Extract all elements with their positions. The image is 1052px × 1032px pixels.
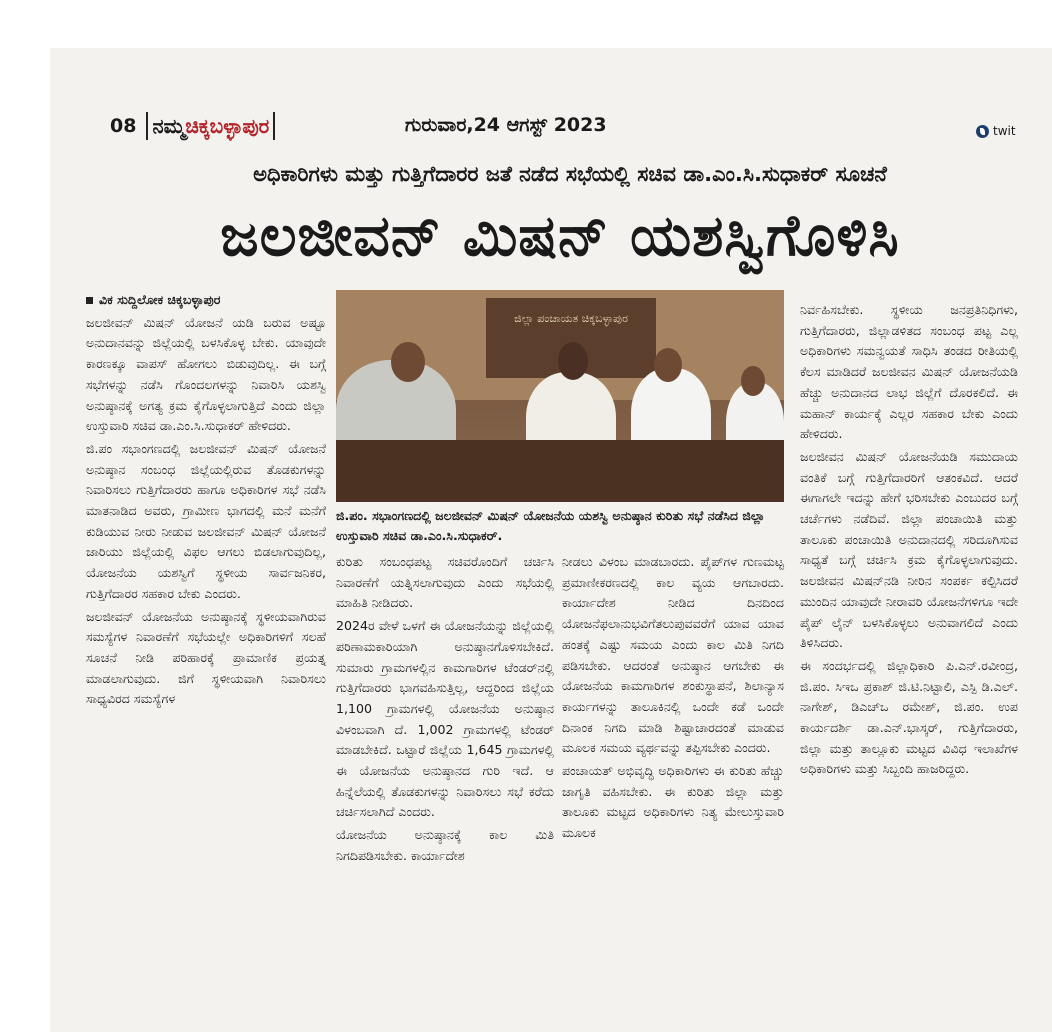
byline: ವಿಕ ಸುದ್ದಿಲೋಕ ಚಿಕ್ಕಬಳ್ಳಾಪುರ — [99, 292, 221, 307]
social-label: twit — [993, 124, 1016, 138]
paragraph: ಜಿ.ಪಂ ಸಭಾಂಗಣದಲ್ಲಿ ಜಲಜೀವನ್ ಮಿಷನ್ ಯೋಜನೆ ಅನುಷ್ಠಾನ ಸಂಬಂಧ ಜಿಲ್ಲೆಯಲ್ಲಿರುವ ತೊಡಕುಗಳನ್ನು ನಿವಾರಿಸಲು ಗುತ್ತಿಗೆದಾರರು ಹಾಗೂ ಅಧಿಕಾರಿಗಳ ಸಭೆ ನಡೆಸಿ ಮಾತನಾಡಿದ ಅವರು, ಗ್ರಾಮೀಣ ಭಾಗದಲ್ಲಿ ಮನೆ ಮನೆಗೆ ಕುಡಿಯುವ ನೀರು ನೀಡುವ ಜಲಜೀವನ್ ಮಿಷನ್ ಯೋಜನೆ ಜಾರಿಯು ಜಿಲ್ಲೆಯಲ್ಲಿ ವಿಫಲ ಆಗಲು ಬಿಡಲಾಗುವುದಿಲ್ಲ, ಯೋಜನೆಯ ಯಶಸ್ವಿಗೆ ಸ್ಥಳೀಯ ಸಾರ್ವಜನಿಕರ, ಗುತ್ತಿಗೆದಾರರ ಸಹಕಾರ ಬೇಕು ಎಂದರು. — [86, 440, 326, 601]
brand-logo — [146, 112, 275, 140]
masthead — [110, 108, 275, 144]
page-number: 08 — [110, 115, 137, 137]
column-2 — [336, 552, 554, 869]
byline-row — [86, 290, 326, 311]
paragraph: ಜಲಜೀವನ್ ಮಿಷನ್ ಯೋಜನೆ ಯಡಿ ಬರುವ ಅಷ್ಟೂ ಅನುದಾನವನ್ನು ಜಿಲ್ಲೆಯಲ್ಲಿ ಬಳಸಿಕೊಳ್ಳ ಬೇಕು. ಯಾವುದೇ ಕಾರಣಕ್ಕೂ ವಾಪಸ್ ಹೋಗಲು ಬಿಡುವುದಿಲ್ಲ. ಈ ಬಗ್ಗೆ ಸಭೆಗಳನ್ನು ನಡೆಸಿ ಗೊಂದಲಗಳನ್ನು ನಿವಾರಿಸಿ ಯಶಸ್ವಿ ಅನುಷ್ಠಾನಕ್ಕೆ ಅಗತ್ಯ ಕ್ರಮ ಕೈಗೊಳ್ಳಲಾಗುತ್ತಿದೆ ಎಂದು ಜಿಲ್ಲಾ ಉಸ್ತುವಾರಿ ಸಚಿವ ಡಾ.ಎಂ.ಸಿ.ಸುಧಾಕರ್ ಹೇಳಿದರು. — [86, 314, 326, 434]
paragraph: ಯೋಜನೆಯ ಅನುಷ್ಠಾನಕ್ಕೆ ಕಾಲ ಮಿತಿ ನಿಗದಿಪಡಿಸಬೇಕು. ಕಾರ್ಯಾದೇಶ — [336, 827, 554, 863]
paragraph: ಈ ಸಂದರ್ಭದಲ್ಲಿ ಜಿಲ್ಲಾಧಿಕಾರಿ ಪಿ.ಎನ್.ರವೀಂದ್ರ, ಜಿ.ಪಂ. ಸಿಇಒ ಪ್ರಕಾಶ್ ಜಿ.ಟಿ.ನಿಟ್ಟಾಲಿ, ಎಸ್ಪಿ ಡಿ.ಎಲ್. ನಾಗೇಶ್, ಡಿಎಚ್‌ಒ ರಮೇಶ್, ಜಿ.ಪಂ. ಉಪ ಕಾರ್ಯದರ್ಶಿ ಡಾ.ಎನ್.ಭಾಸ್ಕರ್, ಗುತ್ತಿಗೆದಾರರು, ಜಿಲ್ಲಾ ಮತ್ತು ತಾಲ್ಲೂಕು ಮಟ್ಟದ ವಿವಿಧ ಇಲಾಖೆಗಳ ಅಧಿಕಾರಿಗಳು ಮತ್ತು ಸಿಬ್ಬಂದಿ ಹಾಜರಿದ್ದರು. — [800, 657, 1018, 777]
kicker: ಅಧಿಕಾರಿಗಳು ಮತ್ತು ಗುತ್ತಿಗೆದಾರರ ಜತೆ ನಡೆದ ಸಭೆಯಲ್ಲಿ ಸಚಿವ ಡಾ.ಎಂ.ಸಿ.ಸುಧಾಕರ್ ಸೂಚನೆ — [253, 162, 887, 186]
paragraph: ಕುರಿತು ಸಂಬಂಧಪಟ್ಟ ಸಚಿವರೊಂದಿಗೆ ಚರ್ಚಿಸಿ ನಿವಾರಣೆಗೆ ಯತ್ನಿಸಲಾಗುವುದು ಎಂದು ಸಭೆಯಲ್ಲಿ ಮಾಹಿತಿ ನೀಡಿದರು. — [336, 554, 554, 611]
paragraph: ನೀಡಲು ವಿಳಂಬ ಮಾಡಬಾರದು. ಪೈಪ್‌ಗಳ ಗುಣಮಟ್ಟ ಪ್ರಮಾಣೀಕರಣದಲ್ಲಿ ಕಾಲ ವ್ಯಯ ಆಗಬಾರದು. ಕಾರ್ಯಾದೇಶ ನೀಡಿದ ದಿನದಿಂದ ಯೋಜನೆಫಲಾನುಭವಿಗೆತಲುಪುವವರೆಗೆ ಯಾವ ಯಾವ ಹಂತಕ್ಕೆ ಎಷ್ಟು ಸಮಯ ಎಂದು ಕಾಲ ಮಿತಿ ನಿಗದಿ ಪಡಿಸಬೇಕು. ಆದರಂತೆ ಅನುಷ್ಠಾನ ಆಗಬೇಕು ಈ ಯೋಜನೆಯ ಕಾಮಗಾರಿಗಳ ಶಂಕುಸ್ಥಾಪನೆ, ಶಿಲಾನ್ಯಾಸ ಕಾರ್ಯಗಳನ್ನು ತಾಲೂಕಿನಲ್ಲಿ ಒಂದೇ ಕಡೆ ಒಂದೇ ದಿನಾಂಕ ನಿಗದಿ ಮಾಡಿ ಶಿಷ್ಟಾಚಾರದಂತೆ ಮಾಡುವ ಮೂಲಕ ಸಮಯ ವ್ಯರ್ಥವನ್ನು ತಪ್ಪಿಸಬೇಕು ಎಂದರು. — [562, 554, 784, 756]
photo-table — [336, 440, 784, 502]
paragraph: ಜಲಜೀವನ ಮಿಷನ್ ಯೋಜನೆಯಡಿ ಸಮುದಾಯ ವಂತಿಕೆ ಬಗ್ಗೆ ಗುತ್ತಿಗೆದಾರರಿಗೆ ಆತಂಕವಿದೆ. ಆದರೆ ಈಗಾಗಲೇ ಇದನ್ನು ಹೇಗೆ ಭರಿಸಬೇಕು ಎಂಬುದರ ಬಗ್ಗೆ ಚರ್ಚೆಗಳು ನಡೆದಿವೆ. ಜಿಲ್ಲಾ ಪಂಚಾಯಿತಿ ಮತ್ತು ತಾಲೂಕು ಪಂಚಾಯಿತಿ ಅನುದಾನದಲ್ಲಿ ಸರಿದೂಗಿಸುವ ಸಾಧ್ಯತೆ ಬಗ್ಗೆ ಚರ್ಚಿಸಿ ಕ್ರಮ ಕೈಗೊಳ್ಳಲಾಗುವುದು. ಜಲಜೀವನ ಮಿಷನ್‌ನಡಿ ನೀರಿನ ಸಂಪರ್ಕ ಕಲ್ಪಿಸಿದರೆ ಮುಂದಿನ ಯಾವುದೇ ನೀರಾವರಿ ಯೋಜನೆಗಳಿಗೂ ಇದೇ ಪೈಪ್ ಲೈನ್ ಬಳಸಿಕೊಳ್ಳಲು ಅನುವಾಗಲಿದೆ ಎಂದು ತಿಳಿಸಿದರು. — [800, 448, 1018, 651]
column-3 — [562, 552, 784, 846]
square-bullet-icon — [86, 297, 93, 304]
column-1 — [86, 290, 326, 712]
photo-caption: ಜಿ.ಪಂ. ಸಭಾಂಗಣದಲ್ಲಿ ಜಲಜೀವನ್ ಮಿಷನ್ ಯೋಜನೆಯ ಯಶಸ್ವಿ ಅನುಷ್ಠಾನ ಕುರಿತು ಸಭೆ ನಡೆಸಿದ ಜಿಲ್ಲಾ ಉಸ್ತುವಾರಿ ಸಚಿವ ಡಾ.ಎಂ.ಸಿ.ಸುಧಾಕರ್. — [336, 508, 765, 543]
person-1-head — [391, 342, 425, 382]
photo-nameboard: ಜಿಲ್ಲಾ ಪಂಚಾಯತ ಚಿಕ್ಕಬಳ್ಳಾಪುರ — [486, 298, 656, 378]
person-2-head — [558, 342, 588, 380]
headline: ಜಲಜೀವನ್ ಮಿಷನ್ ಯಶಸ್ವಿಗೊಳಿಸಿ — [220, 203, 900, 269]
paragraph: ನಿರ್ವಹಿಸಬೇಕು. ಸ್ಥಳೀಯ ಜನಪ್ರತಿನಿಧಿಗಳು, ಗುತ್ತಿಗೆದಾರರು, ಜಿಲ್ಲಾಡಳಿತದ ಸಂಬಂಧ ಪಟ್ಟ ಎಲ್ಲ ಅಧಿಕಾರಿಗಳು ಸಮನ್ವಯತೆ ಸಾಧಿಸಿ ತಂಡದ ರೀತಿಯಲ್ಲಿ ಕೆಲಸ ಮಾಡಿದರೆ ಜಲಜೀವನ ಮಿಷನ್ ಯೋಜನೆಯಡಿ ಹೆಚ್ಚು ಅನುದಾನದ ಲಾಭ ಜಿಲ್ಲೆಗೆ ದೊರಕಲಿದೆ. ಈ ಮಹಾನ್ ಕಾರ್ಯಕ್ಕೆ ಎಲ್ಲರ ಸಹಕಾರ ಬೇಕು ಎಂದು ಹೇಳಿದರು. — [800, 302, 1018, 442]
brand-part1: ನಮ್ಮ — [152, 114, 186, 138]
twitter-icon — [976, 125, 989, 138]
paragraph: ಜಲಜೀವನ್ ಯೋಜನೆಯ ಅನುಷ್ಠಾನಕ್ಕೆ ಸ್ಥಳೀಯವಾಗಿರುವ ಸಮಸ್ಯೆಗಳ ನಿವಾರಣೆಗೆ ಸಭೆಯಲ್ಲೇ ಅಧಿಕಾರಿಗಳಿಗೆ ಸಲಹೆ ಸೂಚನೆ ನೀಡಿ ಪರಿಹಾರಕ್ಕೆ ಪ್ರಾಮಾಣಿಕ ಪ್ರಯತ್ನ ಮಾಡಲಾಗುವುದು. ಜಿಗೆ ಸ್ಥಳೀಯವಾಗಿ ನಿವಾರಿಸಲು ಸಾಧ್ಯವಿರದ ಸಮಸ್ಯೆಗಳ — [86, 608, 326, 707]
brand-part2: ಚಿಕ್ಕಬಳ್ಳಾಪುರ — [185, 114, 270, 138]
paragraph: 2024ರ ವೇಳೆ ಒಳಗೆ ಈ ಯೋಜನೆಯನ್ನು ಜಿಲ್ಲೆಯಲ್ಲಿ ಪರಿಣಾಮಕಾರಿಯಾಗಿ ಅನುಷ್ಠಾನಗೊಳಿಸಬೇಕಿದೆ. ಸುಮಾರು ಗ್ರಾಮಗಳಲ್ಲಿನ ಕಾಮಗಾರಿಗಳ ಟೆಂಡರ್‌ನಲ್ಲಿ ಗುತ್ತಿಗೆದಾರರು ಭಾಗವಹಿಸುತ್ತಿಲ್ಲ, ಆದ್ದರಿಂದ ಜಿಲ್ಲೆಯ 1,100 ಗ್ರಾಮಗಳಲ್ಲಿ ಯೋಜನೆಯ ಅನುಷ್ಠಾನ ವಿಳಂಬವಾಗಿ ದೆ. 1,002 ಗ್ರಾಮಗಳಲ್ಲಿ ಟೆಂಡರ್ ಮಾಡಬೇಕಿದೆ. ಒಟ್ಟಾರೆ ಜಿಲ್ಲೆಯ 1,645 ಗ್ರಾಮಗಳಲ್ಲಿ ಈ ಯೋಜನೆಯ ಅನುಷ್ಠಾನದ ಗುರಿ ಇದೆ. ಆ ಹಿನ್ನೆಲೆಯಲ್ಲಿ ತೊಡಕುಗಳನ್ನು ನಿವಾರಿಸಲು ಸಭೆ ಕರೆದು ಚರ್ಚಿಸಲಾಗಿದೆ ಎಂದರು. — [336, 618, 554, 820]
person-4-head — [741, 366, 765, 396]
issue-date: ಗುರುವಾರ,24 ಆಗಸ್ಟ್ 2023 — [405, 114, 607, 136]
person-3-head — [654, 348, 682, 382]
meeting-photo — [336, 290, 784, 502]
paragraph: ಪಂಚಾಯತ್ ಅಭಿವೃದ್ಧಿ ಅಧಿಕಾರಿಗಳು ಈ ಕುರಿತು ಹೆಚ್ಚು ಜಾಗೃತಿ ವಹಿಸಬೇಕು. ಈ ಕುರಿತು ಜಿಲ್ಲಾ ಮತ್ತು ತಾಲೂಕು ಮಟ್ಟದ ಅಧಿಕಾರಿಗಳು ನಿತ್ಯ ಮೇಲುಸ್ತುವಾರಿ ಮೂಲಕ — [562, 763, 784, 841]
column-4 — [800, 300, 1018, 782]
social-badge — [976, 124, 1016, 138]
